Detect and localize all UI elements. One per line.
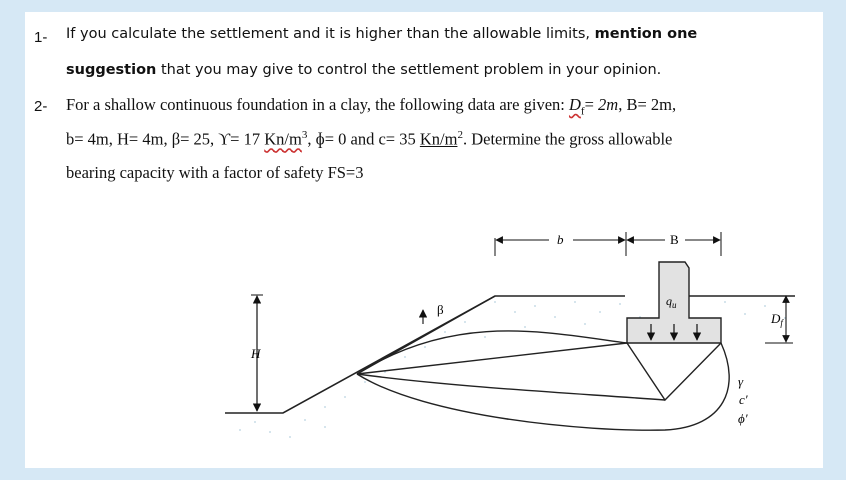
b-label: b <box>557 232 564 247</box>
h-label: H <box>251 346 261 361</box>
q2-df-value: 2m <box>598 95 619 114</box>
question-2-line-2: b= 4m, H= 4m, β= 25, ϒ= 17 $Kn/m^3$, ɸ= 0 and c= 35 $Kn/m^2$. Determine the gross allowable <box>66 129 673 149</box>
question-1-number: 1- <box>34 29 48 46</box>
document-page <box>25 12 823 468</box>
q1-bold-b: suggestion <box>66 62 157 78</box>
foundation-slope-figure <box>25 12 823 468</box>
q2-unit-1: Kn/m <box>264 129 302 149</box>
q1-bold-a: mention one <box>594 26 698 42</box>
q2-df-symbol: $D_f$ <box>568 95 585 118</box>
df-label: $D_f$ <box>771 311 783 328</box>
ground-profile <box>225 296 625 413</box>
question-2-number: 2- <box>34 98 48 115</box>
q2-text-b: , B= 2m, <box>618 95 677 114</box>
q2-unit-2: Kn/m <box>419 129 458 149</box>
c-label: c′ <box>739 392 748 407</box>
qu-label: $q_u$ <box>666 294 677 310</box>
gamma-label: γ <box>738 374 744 389</box>
bb-label: B <box>670 232 679 247</box>
question-2-line-1: For a shallow continuous foundation in a clay, the following data are given: $D_f= 2m$, B= 2m, <box>66 95 677 118</box>
beta-label: β <box>437 302 444 317</box>
phi-label: ϕ′ <box>738 411 748 426</box>
q2-text-a: For a shallow continuous foundation in a clay, the following data are given: <box>66 95 565 114</box>
q1-text-a: If you calculate the settlement and it is higher than the allowable limits, <box>66 26 591 42</box>
q1-text-b: that you may give to control the settlement problem in your opinion. <box>160 62 662 78</box>
question-2-line-3: bearing capacity with a factor of safety FS=3 <box>66 163 364 182</box>
